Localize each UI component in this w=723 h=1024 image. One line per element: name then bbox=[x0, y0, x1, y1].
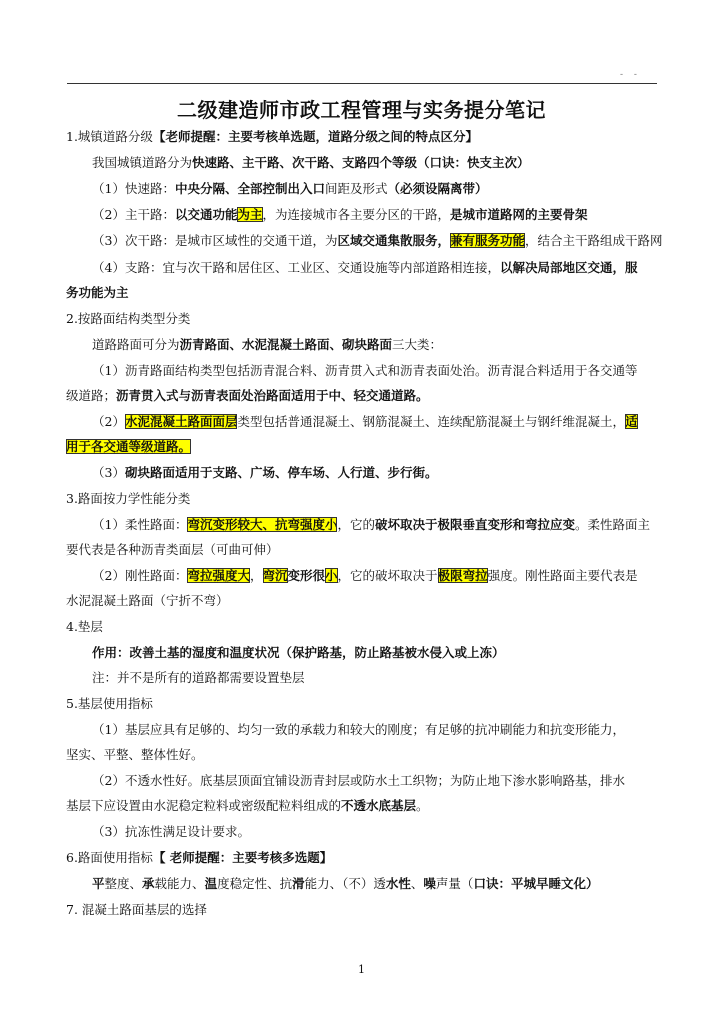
bold-text: 变形很 bbox=[287, 568, 326, 583]
list-item-continuation: 坚实、平整、整体性好。 bbox=[66, 747, 204, 762]
bold-text: 平 bbox=[92, 876, 105, 891]
bold-text: 以解决局部地区交通，服 bbox=[499, 260, 638, 275]
bold-text: 温 bbox=[204, 876, 218, 891]
text: （4）支路：宜与次干路和居住区、工业区、交通设施等内部道路相连接， bbox=[92, 260, 500, 275]
highlighted-text: 弯沉变形较大、抗弯强度小 bbox=[187, 517, 338, 532]
bold-text: 沥青贯入式与沥青表面处治路面适用于中、轻交通道路。 bbox=[116, 388, 429, 403]
bold-text: 务功能为主 bbox=[66, 285, 129, 300]
highlighted-text: 弯拉强度大 bbox=[187, 568, 250, 583]
paragraph bbox=[92, 154, 658, 172]
highlighted-text: 弯沉 bbox=[262, 568, 288, 583]
list-item bbox=[92, 413, 658, 431]
text: ，它的破坏取决于 bbox=[337, 568, 438, 583]
bold-text: 滑 bbox=[292, 876, 305, 891]
list-item-continuation: 水泥混凝土路面（宁折不弯） bbox=[66, 593, 229, 608]
paragraph bbox=[92, 644, 658, 662]
text: 6.路面使用指标 bbox=[66, 850, 153, 865]
bold-text: 以交通功能 bbox=[174, 207, 238, 222]
text: 、 bbox=[410, 876, 424, 891]
bold-text: 是城市道路网的主要骨架 bbox=[450, 207, 588, 222]
text: 整度、 bbox=[104, 876, 143, 891]
text: 。柔性路面主 bbox=[575, 517, 651, 532]
section-1-heading bbox=[66, 128, 658, 146]
text: 道路路面可分为 bbox=[92, 337, 180, 352]
bold-text: 承 bbox=[142, 876, 155, 891]
text: ，为连接城市各主要分区的干路， bbox=[262, 207, 451, 222]
section-7-heading: 7. 混凝土路面基层的选择 bbox=[66, 902, 207, 917]
text: 度稳定性、抗 bbox=[217, 876, 293, 891]
text: （1）柔性路面： bbox=[92, 517, 188, 532]
text: ， bbox=[249, 568, 263, 583]
text: 载能力、 bbox=[154, 876, 205, 891]
bold-text: 噪 bbox=[423, 876, 436, 891]
bold-text: （必须设隔离带） bbox=[387, 181, 488, 196]
text: （2） bbox=[92, 414, 125, 429]
paragraph bbox=[92, 336, 658, 354]
highlighted-text: 为主 bbox=[237, 207, 263, 222]
text: 我国城镇道路分为 bbox=[92, 155, 193, 170]
text: （3） bbox=[92, 465, 125, 480]
text: 强度。刚性路面主要代表是 bbox=[487, 568, 638, 583]
list-item: （3）抗冻性满足设计要求。 bbox=[92, 824, 250, 839]
text: 类型包括普通混凝土、钢筋混凝土、连续配筋混凝土与钢纤维混凝土， bbox=[237, 414, 625, 429]
bold-text: 破坏取决于极限垂直变形和弯拉应变 bbox=[375, 517, 576, 532]
list-item bbox=[92, 516, 658, 534]
list-item-continuation bbox=[66, 284, 658, 302]
header-mark: - - bbox=[620, 70, 641, 80]
page-number: 1 bbox=[358, 963, 365, 976]
highlighted-text: 小 bbox=[325, 568, 338, 583]
highlighted-text: 极限弯拉 bbox=[437, 568, 488, 583]
list-item bbox=[92, 259, 658, 277]
section-3-heading: 3.路面按力学性能分类 bbox=[66, 491, 191, 506]
bold-text: 砌块路面适用于支路、广场、停车场、人行道、步行街。 bbox=[124, 465, 438, 480]
text: 三大类： bbox=[392, 337, 443, 352]
list-item bbox=[92, 180, 658, 198]
text: （1）快速路： bbox=[92, 181, 175, 196]
bold-text: 沥青路面、水泥混凝土路面、砌块路面 bbox=[179, 337, 393, 352]
list-item-continuation: 要代表是各种沥青类面层（可曲可伸） bbox=[66, 542, 279, 557]
list-item bbox=[92, 232, 663, 250]
list-item bbox=[92, 464, 658, 482]
section-6-heading bbox=[66, 849, 658, 867]
list-item-continuation bbox=[66, 797, 658, 815]
note: 注：并不是所有的道路都需要设置垫层 bbox=[92, 670, 305, 685]
text: （3）次干路：是城市区域性的交通干道，为 bbox=[92, 233, 338, 248]
list-item bbox=[92, 567, 658, 585]
teacher-tip: 【 老师提醒：主要考核多选题】 bbox=[152, 850, 333, 865]
list-item: （2）不透水性好。底基层顶面宜铺设沥青封层或防水土工织物；为防止地下渗水影响路基，排水 bbox=[92, 773, 625, 788]
highlighted-text: 用于各交通等级道路。 bbox=[66, 439, 192, 454]
bold-text: 区域交通集散服务， bbox=[337, 233, 450, 248]
highlighted-text: 水泥混凝土路面面层 bbox=[124, 414, 238, 429]
section-5-heading: 5.基层使用指标 bbox=[66, 696, 153, 711]
section-2-heading: 2.按路面结构类型分类 bbox=[66, 311, 191, 326]
text: ，它的 bbox=[337, 517, 375, 532]
bold-text: 口诀：平城早睡文化） bbox=[473, 876, 599, 891]
paragraph bbox=[92, 875, 658, 893]
text: 级道路； bbox=[66, 388, 117, 403]
text: 。 bbox=[416, 798, 429, 813]
teacher-tip: 【老师提醒：主要考核单选题，道路分级之间的特点区分】 bbox=[152, 129, 478, 144]
text: 能力、（不）透 bbox=[304, 876, 386, 891]
highlighted-text: 兼有服务功能 bbox=[449, 233, 525, 248]
section-number-text: 1.城镇道路分级 bbox=[66, 129, 153, 144]
section-4-heading: 4.垫层 bbox=[66, 619, 103, 634]
bold-text: 水性 bbox=[385, 876, 411, 891]
text: 声量（ bbox=[435, 876, 474, 891]
text: 基层下应设置由水泥稳定粒料或密级配粒料组成的 bbox=[66, 798, 342, 813]
bold-text: 快速路、主干路、次干路、支路四个等级（口诀：快支主次） bbox=[192, 155, 530, 170]
list-item: （1）沥青路面结构类型包括沥青混合料、沥青贯入式和沥青表面处治。沥青混合料适用于各交通等 bbox=[92, 363, 638, 378]
text: （2）主干路： bbox=[92, 207, 175, 222]
list-item: （1）基层应具有足够的、均匀一致的承载力和较大的刚度；有足够的抗冲刷能力和抗变形能力， bbox=[92, 722, 625, 737]
bold-text: 中央分隔、全部控制出入口 bbox=[174, 181, 325, 196]
page-title: 二级建造师市政工程管理与实务提分笔记 bbox=[177, 98, 546, 122]
text: 间距及形式 bbox=[324, 181, 388, 196]
header-rule bbox=[67, 83, 657, 84]
bold-text: 作用：改善土基的湿度和温度状况（保护路基，防止路基被水侵入或上冻） bbox=[92, 645, 505, 660]
bold-text: 不透水底基层 bbox=[341, 798, 417, 813]
list-item-continuation bbox=[66, 387, 658, 405]
text: （2）刚性路面： bbox=[92, 568, 188, 583]
text: ，结合主干路组成干路网 bbox=[525, 233, 663, 248]
list-item bbox=[92, 206, 658, 224]
highlighted-text: 适 bbox=[624, 414, 638, 429]
list-item-continuation bbox=[66, 438, 658, 456]
